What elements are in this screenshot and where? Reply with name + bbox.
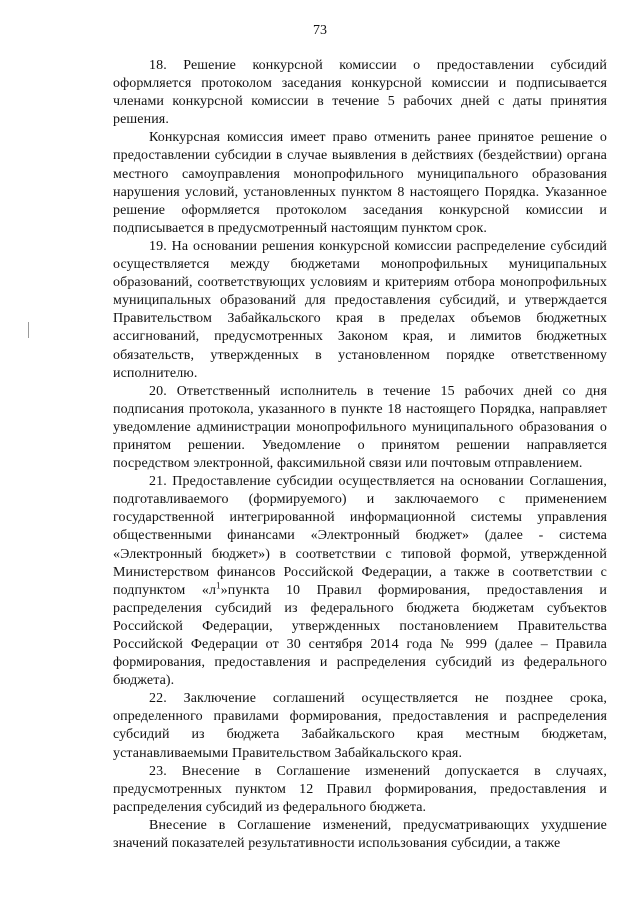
page-number: 73	[313, 23, 327, 38]
paragraph-21-part-2: »пункта 10 Правил формирования, предоставления и распределения субсидий из федерального бюджета бюджетам субъектов Российской Федерации, утвержденных постановлением Правительства Российской Федерации от 30 сентября 2014 года № 999 (далее – Правила формирования, предоставления и распределения субсидий из федерального бюджета).	[113, 582, 607, 689]
document-body	[113, 57, 607, 853]
paragraph-21-part-1: 21. Предоставление субсидии осуществляется на основании Соглашения, подготавливаемого (формируемого) и заключаемого с применением государственной интегрированной информационной системы управления общественными финансами «Электронный бюджет» (далее - система «Электронный бюджет») в соответствии с типовой формой, утвержденной Министерством финансов Российской Федерации, а также в соответствии с подпунктом «л	[113, 474, 607, 598]
paragraph-20: 20. Ответственный исполнитель в течение 15 рабочих дней со дня подписания протокола, указанного в пункте 18 настоящего Порядка, направляет уведомление администрации монопрофильного муниципального образования о принятом решении. Уведомление о принятом решении направляется посредством электронной, факсимильной связи или почтовым отправлением.	[113, 383, 607, 472]
paragraph-21-superscript: 1	[216, 580, 221, 591]
paragraph-23-continuation: Внесение в Соглашение изменений, предусматривающих ухудшение значений показателей результативности использования субсидии, а также	[113, 817, 607, 852]
paragraph-22: 22. Заключение соглашений осуществляется не позднее срока, определенного правилами формирования, предоставления и распределения субсидий из бюджета Забайкальского края местным бюджетам, устанавливаемыми Правительством Забайкальского края.	[113, 691, 607, 761]
paragraph-18: 18. Решение конкурсной комиссии о предоставлении субсидий оформляется протоколом заседания конкурсной комиссии и подписывается членами конкурсной комиссии в течение 5 рабочих дней с даты принятия решения.	[113, 58, 607, 128]
paragraph-23: 23. Внесение в Соглашение изменений допускается в случаях, предусмотренных пунктом 12 Правил формирования, предоставления и распределения субсидий из федерального бюджета.	[113, 763, 607, 815]
paragraph-19: 19. На основании решения конкурсной комиссии распределение субсидий осуществляется между бюджетами монопрофильных муниципальных образований, соответствующих условиям и критериям отбора монопрофильных муниципальных образований для предоставления субсидий, и утверждается Правительством Забайкальского края в пределах объемов бюджетных ассигнований, предусмотренных Законом края, и лимитов бюджетных обязательств, утвержденных в установленном порядке ответственному исполнителю.	[113, 238, 607, 381]
paragraph-18-continuation: Конкурсная комиссия имеет право отменить ранее принятое решение о предоставлении субсидии в случае выявления в действиях (бездействии) органа местного самоуправления монопрофильного муниципального образования нарушения условий, установленных пунктом 8 настоящего Порядка. Указанное решение оформляется протоколом заседания конкурсной комиссии и подписывается в предусмотренный настоящим пунктом срок.	[113, 130, 607, 236]
margin-mark	[28, 322, 29, 338]
paragraph-21	[113, 473, 607, 690]
